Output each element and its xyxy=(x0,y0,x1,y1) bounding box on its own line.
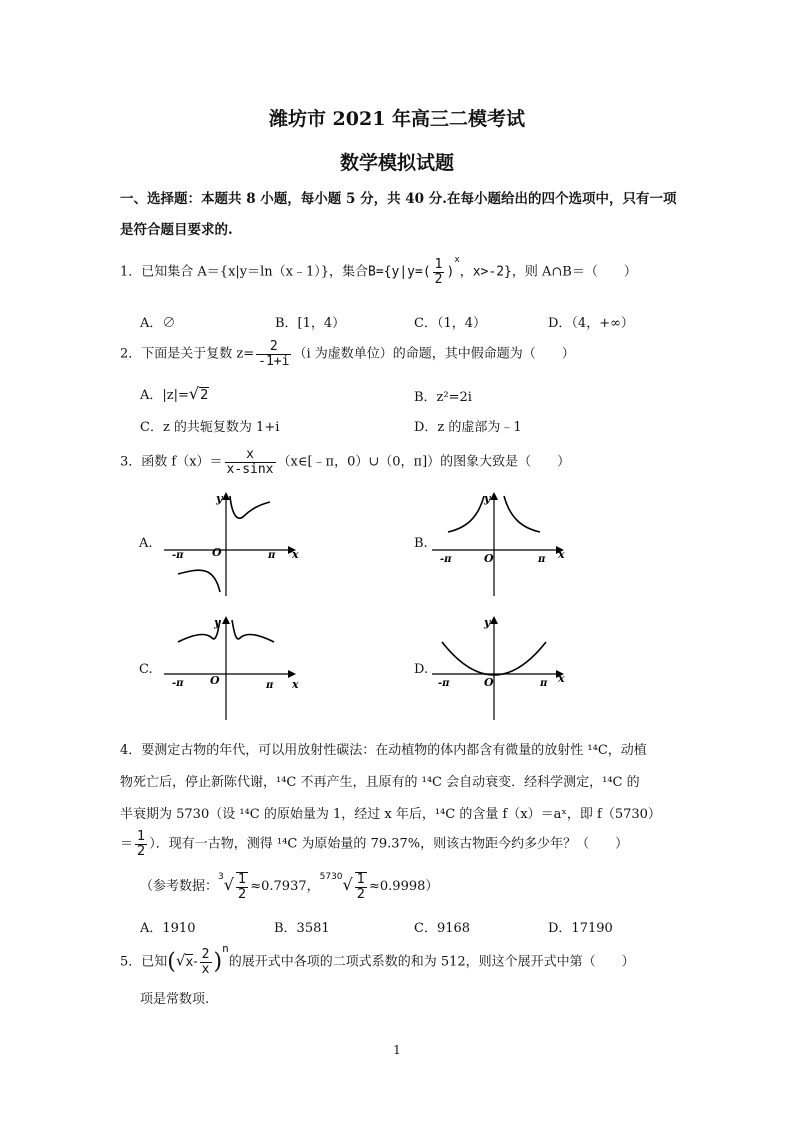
q5-exponent: n xyxy=(222,942,229,956)
q2-option-a-radicand: 2 xyxy=(200,388,209,403)
graph-c xyxy=(160,612,300,724)
graph-c-pi-label: π xyxy=(266,680,274,691)
page-subtitle: 数学模拟试题 xyxy=(339,152,454,174)
graph-d-x-label: x xyxy=(558,672,565,685)
graph-b xyxy=(428,488,568,600)
q4-ref-root-index-2: 5730 xyxy=(319,871,343,882)
question-5 xyxy=(120,942,635,977)
graph-c-y-label: y xyxy=(214,616,221,629)
q1-option-c: C．（1，4） xyxy=(414,316,486,331)
section-heading-line2: 是符合题目要求的. xyxy=(120,222,233,238)
q3-option-d-label: D. xyxy=(414,662,429,677)
q4-equals: ＝ xyxy=(120,836,134,852)
q2-text-a: 2．下面是关于复数 z= xyxy=(120,346,255,362)
q4-option-c: C．9168 xyxy=(414,921,471,936)
q2-option-a-text: A．|z|= xyxy=(140,388,189,403)
q1-set-b-end: ，x>-2} xyxy=(459,264,512,280)
graph-d-neg-pi-label: -π xyxy=(438,678,450,689)
arrow-up-icon xyxy=(490,616,498,624)
q4-ref-prefix: （参考数据： xyxy=(140,879,219,895)
q1-text-a: 1．已知集合 A＝{x|y＝ln（x﹣1）}，集合 xyxy=(120,264,369,280)
question-5-line2: 项是常数项. xyxy=(140,992,210,1007)
graph-d-y-label: y xyxy=(484,616,491,629)
graph-a-origin-label: O xyxy=(212,546,222,559)
minus-icon: - xyxy=(193,954,198,970)
arrow-up-icon xyxy=(490,492,498,500)
graph-b-origin-label: O xyxy=(484,552,494,565)
right-paren-icon: ) xyxy=(213,949,223,975)
q2-option-c: C．z 的共轭复数为 1+i xyxy=(140,420,280,435)
left-paren-icon: ( xyxy=(167,949,176,975)
graph-b-pi-label: π xyxy=(538,554,546,565)
question-1 xyxy=(120,255,637,287)
q4-ref-root-index-1: 3 xyxy=(218,871,224,882)
q1-option-d: D．（4，+∞） xyxy=(548,316,634,331)
page-number: 1 xyxy=(393,1043,401,1057)
question-2 xyxy=(120,340,575,368)
q3-option-a-label: A. xyxy=(139,536,153,551)
q4-option-a: A．1910 xyxy=(140,921,196,936)
graph-c-right-curve xyxy=(232,620,274,642)
q4-fraction: $\frac{1}{2}$ xyxy=(137,829,146,859)
section-heading-line1: 一、选择题：本题共 8 小题，每小题 5 分，共 40 分.在每小题给出的四个选项中，只有一项 xyxy=(120,191,677,207)
graph-a-y-label: y xyxy=(216,492,223,505)
sqrt-icon: √ xyxy=(223,875,234,895)
graph-c-origin-label: O xyxy=(210,674,220,687)
graph-b-neg-pi-label: -π xyxy=(440,554,452,565)
q3-option-c-label: C. xyxy=(139,662,153,677)
q5-text-a: 5．已知 xyxy=(120,954,168,970)
q3-fraction: $\frac{x}{x-\sin x}$ xyxy=(226,447,274,477)
q3-text-b: （x∈[﹣π，0）∪（0，π]）的图象大致是（ ） xyxy=(277,454,571,470)
sqrt-icon: √ xyxy=(342,875,353,895)
q5-radicand: x xyxy=(185,954,194,970)
q2-option-d: D．z 的虚部为﹣1 xyxy=(414,420,522,435)
q4-option-b: B．3581 xyxy=(274,921,330,936)
q2-option-a xyxy=(140,384,209,403)
q1-fraction: $\frac{1}{2}$ xyxy=(434,257,443,287)
graph-a-left-curve xyxy=(178,570,220,592)
graph-a-x-label: x xyxy=(292,548,299,561)
q2-text-b: （i 为虚数单位）的命题，其中假命题为（ ） xyxy=(293,346,575,362)
sqrt-icon: √ xyxy=(188,384,200,403)
question-4-line4 xyxy=(120,830,628,858)
graph-d xyxy=(428,612,568,724)
graph-b-right-curve xyxy=(504,496,540,532)
page-title: 潍坊市 2021 年高三二模考试 xyxy=(268,108,526,130)
graph-b-y-label: y xyxy=(484,492,491,505)
q1-option-a: A．∅ xyxy=(140,316,176,331)
q1-set-b-start: B={y|y=( xyxy=(368,264,431,280)
graph-d-origin-label: O xyxy=(484,676,494,689)
q4-line4-text: ）．现有一古物，测得 ¹⁴C 为原始量的 79.37%，则该古物距今约多少年？（ ） xyxy=(149,836,629,852)
q1-exponent: x xyxy=(454,255,460,266)
q4-ref-fraction-2: $\frac{1}{2}$ xyxy=(356,872,366,902)
q4-ref-value-1: ≈0.7937， xyxy=(250,879,320,895)
q3-text-a: 3．函数 f（x）＝ xyxy=(120,454,223,470)
question-4-line2: 物死亡后，停止新陈代谢，¹⁴C 不再产生，且原有的 ¹⁴C 会自动衰变．经科学测定，¹⁴C 的 xyxy=(120,775,640,790)
graph-b-x-label: x xyxy=(558,548,565,561)
arrow-up-icon xyxy=(222,492,230,500)
q1-close-paren: ) xyxy=(446,264,455,280)
q1-option-b: B．[1，4） xyxy=(275,316,346,331)
question-4-line1: 4．要测定古物的年代，可以用放射性碳法：在动植物的体内都含有微量的放射性 ¹⁴C，动植 xyxy=(120,743,647,758)
q4-reference-data xyxy=(140,872,438,901)
q5-fraction: $\frac{2}{x}$ xyxy=(201,947,210,977)
graph-a-neg-pi-label: -π xyxy=(172,550,184,561)
graph-a-pi-label: π xyxy=(268,550,276,561)
question-3 xyxy=(120,448,570,476)
q4-option-d: D．17190 xyxy=(548,921,613,936)
graph-c-neg-pi-label: -π xyxy=(172,678,184,689)
graph-b-left-curve xyxy=(448,496,484,532)
question-4-line3: 半衰期为 5730（设 ¹⁴C 的原始量为 1，经过 x 年后，¹⁴C 的含量 f（x）＝aˣ，即 f（5730） xyxy=(120,807,661,822)
graph-d-pi-label: π xyxy=(540,678,548,689)
q4-ref-value-2: ≈0.9998） xyxy=(369,879,439,895)
q1-text-e: ，则 A∩B＝（ ） xyxy=(511,264,637,280)
sqrt-icon: √ xyxy=(175,951,186,970)
q2-fraction: $\frac{2}{-1+i}$ xyxy=(258,339,290,369)
arrow-up-icon xyxy=(222,616,230,624)
q2-option-b: B．z²=2i xyxy=(414,390,472,405)
arrow-right-icon xyxy=(288,670,296,678)
q5-text-b: 的展开式中各项的二项式系数的和为 512，则这个展开式中第（ ） xyxy=(228,954,635,970)
graph-c-x-label: x xyxy=(292,678,299,691)
graph-a xyxy=(160,488,300,600)
graph-a-right-curve xyxy=(230,496,270,518)
q3-option-b-label: B. xyxy=(414,536,428,551)
q4-ref-fraction-1: $\frac{1}{2}$ xyxy=(237,872,247,902)
